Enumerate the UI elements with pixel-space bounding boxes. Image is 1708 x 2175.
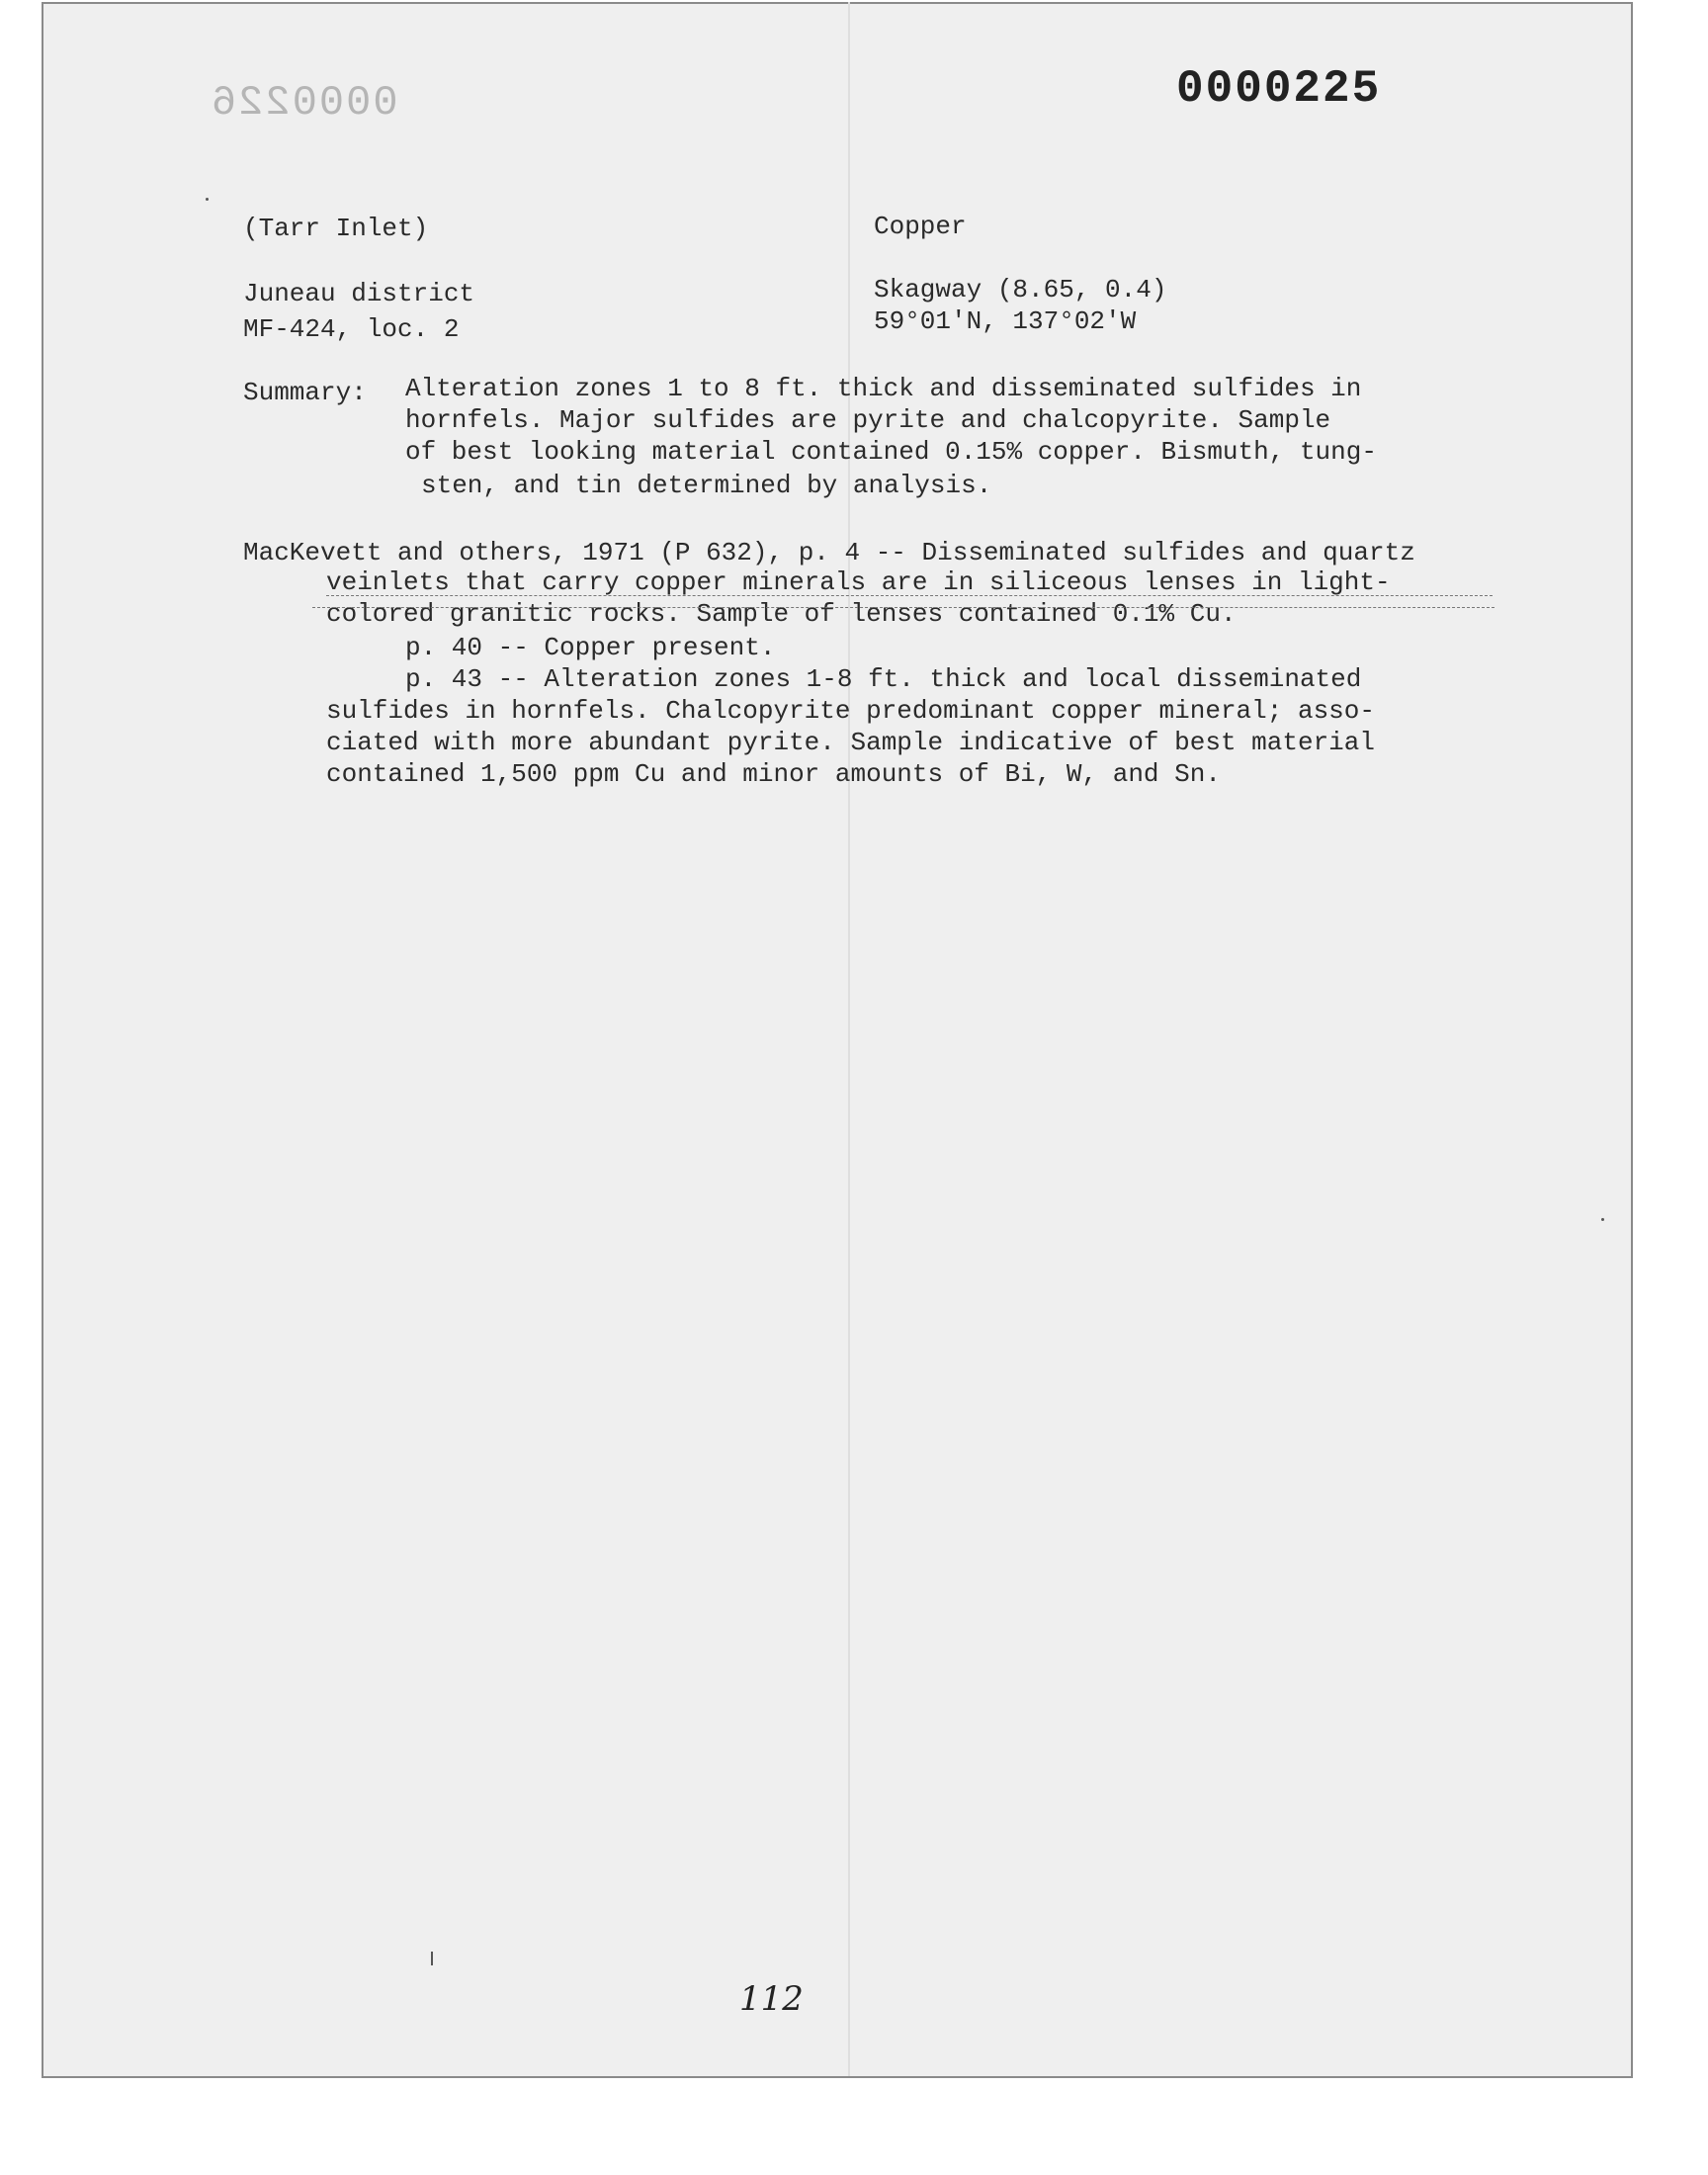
reference-line: p. 40 -- Copper present. xyxy=(405,633,776,662)
reference-line: contained 1,500 ppm Cu and minor amounts of Bi, W, and Sn. xyxy=(326,759,1221,789)
scan-speck xyxy=(431,1952,433,1965)
page-fold-line xyxy=(848,2,850,2076)
page-number: 112 xyxy=(739,1979,804,2019)
scan-speck xyxy=(1601,1218,1604,1221)
summary-label: Summary: xyxy=(243,378,367,407)
pencil-underline xyxy=(312,607,1494,608)
summary-line: Alteration zones 1 to 8 ft. thick and disseminated sulfides in xyxy=(405,374,1362,403)
coordinates: 59°01'N, 137°02'W xyxy=(874,306,1137,336)
pencil-underline xyxy=(326,595,1493,596)
ghost-stamp-number: 0000226 xyxy=(210,79,398,127)
summary-line: hornfels. Major sulfides are pyrite and chalcopyrite. Sample xyxy=(405,405,1331,435)
reference-line: sulfides in hornfels. Chalcopyrite predominant copper mineral; asso- xyxy=(326,696,1375,726)
locality-name: (Tarr Inlet) xyxy=(243,214,429,243)
summary-line: of best looking material contained 0.15% copper. Bismuth, tung- xyxy=(405,437,1377,467)
reference-line: p. 43 -- Alteration zones 1-8 ft. thick and local disseminated xyxy=(405,664,1362,694)
district-name: Juneau district xyxy=(243,279,475,308)
commodity: Copper xyxy=(874,212,967,241)
reference-line: MacKevett and others, 1971 (P 632), p. 4 -- Disseminated sulfides and quartz xyxy=(243,538,1415,567)
reference-line: veinlets that carry copper minerals are in siliceous lenses in light- xyxy=(326,567,1391,597)
reference-line: colored granitic rocks. Sample of lenses contained 0.1% Cu. xyxy=(326,599,1237,629)
reference-line: ciated with more abundant pyrite. Sample indicative of best material xyxy=(326,728,1375,757)
summary-line: sten, and tin determined by analysis. xyxy=(421,471,992,500)
document-stamp-number: 0000225 xyxy=(1176,63,1382,115)
map-reference: MF-424, loc. 2 xyxy=(243,314,460,344)
scan-speck xyxy=(206,198,209,201)
quadrangle: Skagway (8.65, 0.4) xyxy=(874,275,1167,304)
